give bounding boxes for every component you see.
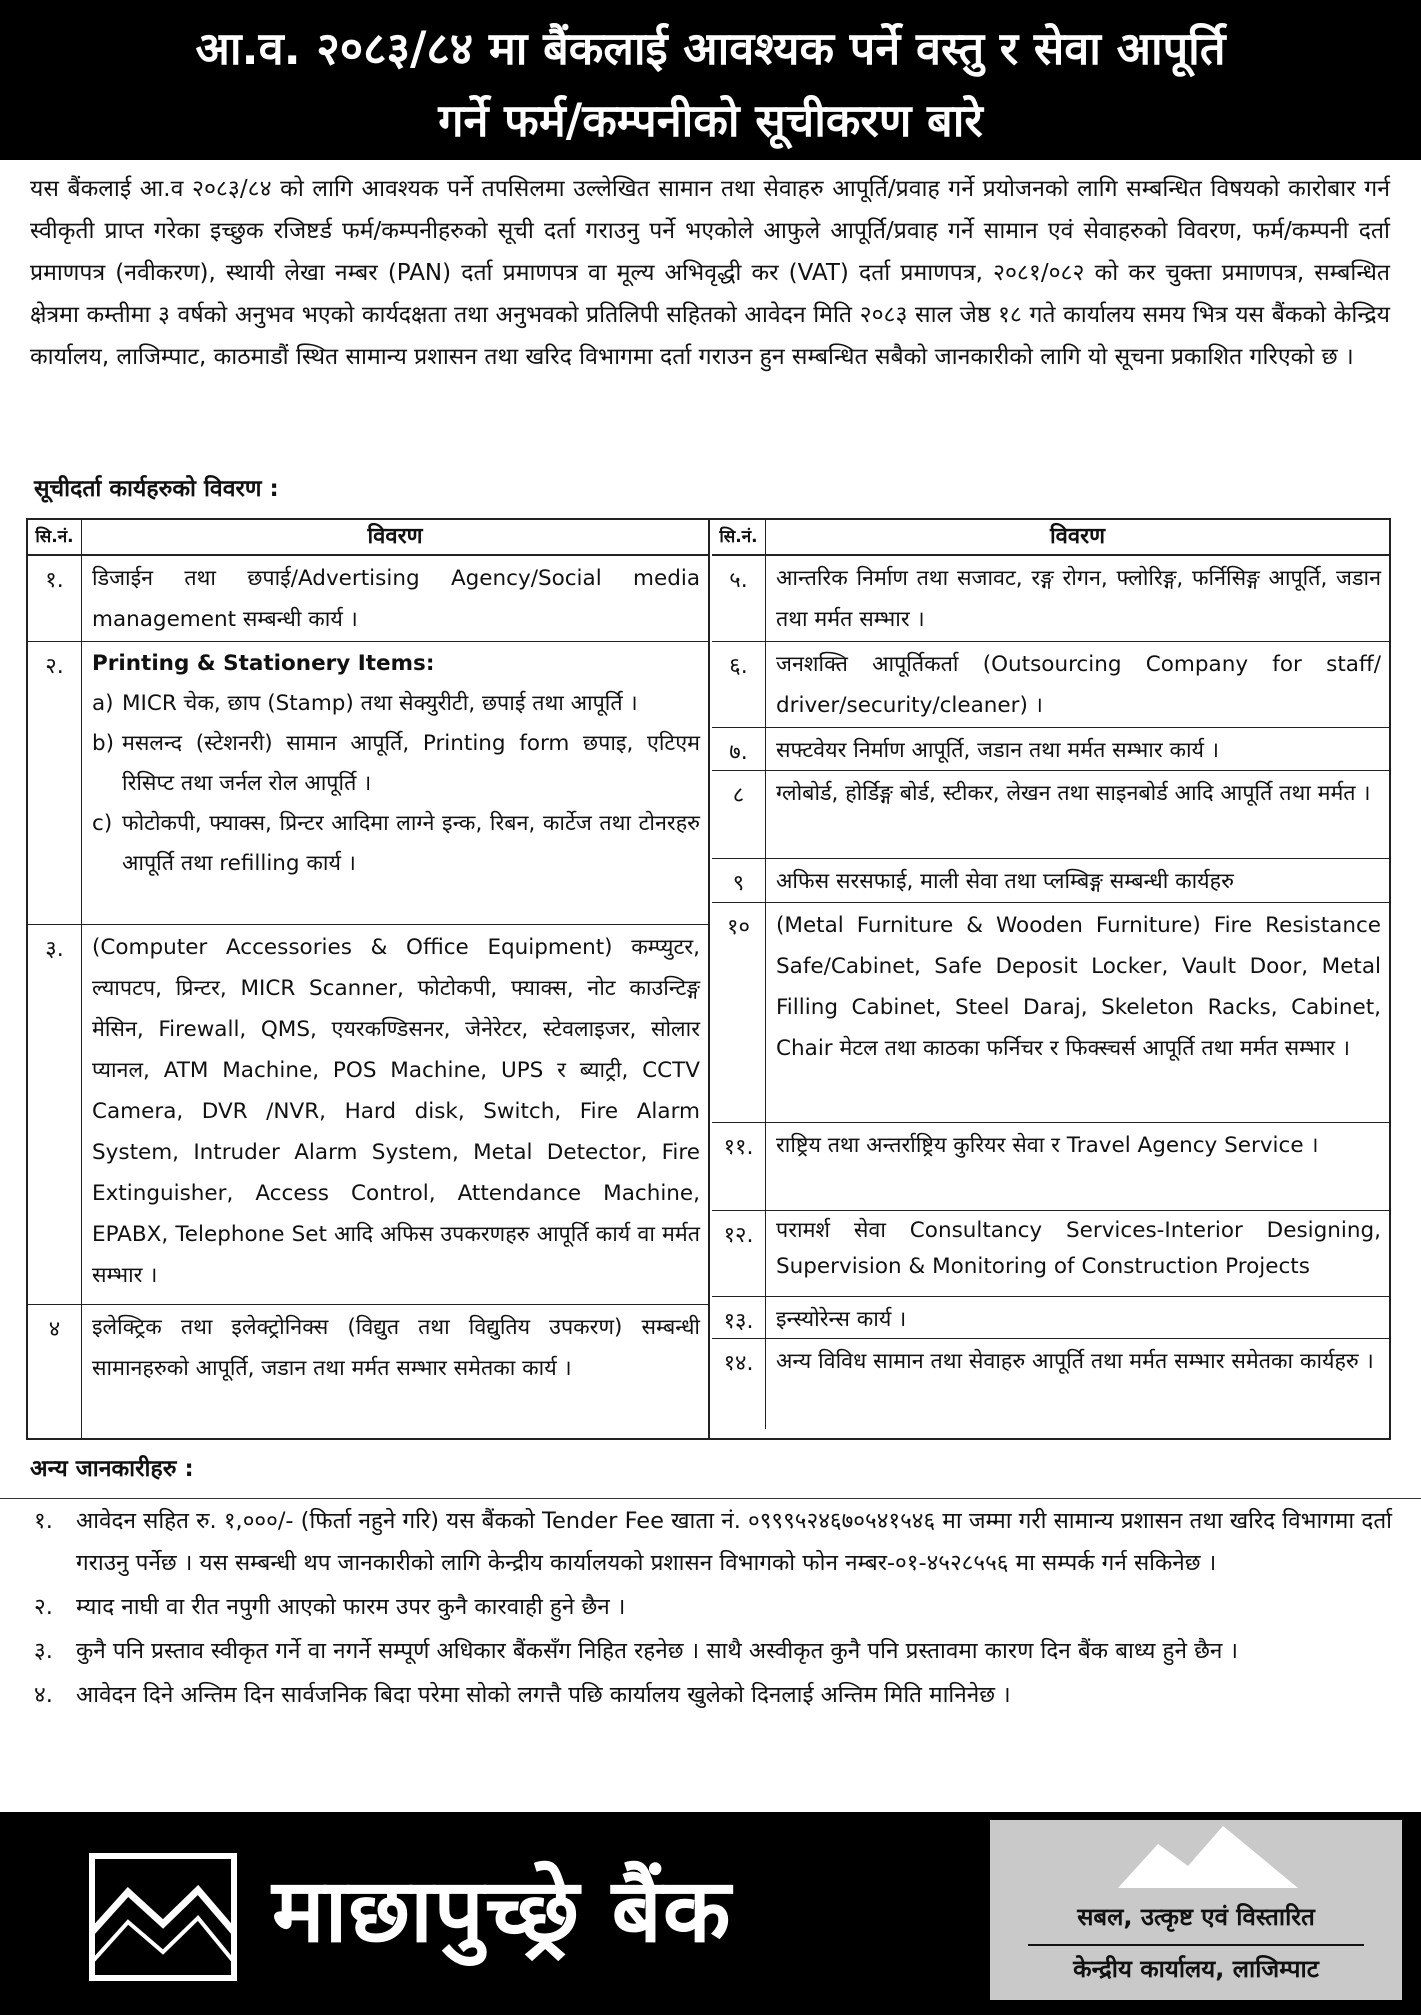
divider <box>1028 1944 1364 1946</box>
list-item <box>92 684 700 724</box>
row-sn: १० <box>712 903 766 1122</box>
divider <box>0 1498 1421 1499</box>
row-desc: अन्य विविध सामान तथा सेवाहरु आपूर्ति तथा मर्मत सम्भार समेतका कार्यहरु । <box>776 1349 1374 1374</box>
note-number: १. <box>34 1508 53 1534</box>
row-desc: परामर्श सेवा Consultancy Services-Interior Designing, Supervision & Monitoring of Construction Projects <box>776 1218 1381 1279</box>
services-column-right <box>712 520 1389 1438</box>
bank-footer <box>0 1812 1421 2015</box>
row-sn: ८ <box>712 771 766 858</box>
column-header-desc: विवरण <box>1049 524 1106 549</box>
table-row <box>712 642 1389 728</box>
bank-tagline: सबल, उत्कृष्ट एवं विस्तारित <box>1077 1903 1315 1931</box>
note-number: ३. <box>34 1638 53 1664</box>
row-desc: (Computer Accessories & Office Equipment) कम्प्युटर, ल्यापटप, प्रिन्टर, MICR Scanner, फोटोकपी, फ्याक्स, नोट काउन्टिङ्ग मेसिन, Firewall, QMS, एयरकण्डिसनर, जेनेरेटर, स्टेवलाइजर, सोलार प्यानल, ATM Machine, POS Machine, UPS र ब्याट्री, CCTV Camera, DVR /NVR, Hard disk, Switch, Fire Alarm System, Intruder Alarm System, Metal Detector, Fire Extinguisher, Access Control, Attendance Machine, EPABX, Telephone Set आदि अफिस उपकरणहरु आपूर्ति कार्य वा मर्मत सम्भार । <box>92 935 700 1288</box>
row-sn: ३. <box>28 925 82 1304</box>
list-heading: सूचीदर्ता कार्यहरुको विवरण : <box>34 476 279 502</box>
table-row <box>28 556 708 642</box>
row-desc: जनशक्ति आपूर्तिकर्ता (Outsourcing Company for staff/ driver/security/cleaner) । <box>776 652 1381 718</box>
table-row <box>712 903 1389 1123</box>
table-row <box>712 1297 1389 1339</box>
row-sn: ६. <box>712 642 766 727</box>
item-marker: a) <box>92 691 114 716</box>
row-desc: आन्तरिक निर्माण तथा सजावट, रङ्ग रोगन, फ्लोरिङ्ग, फर्निसिङ्ग आपूर्ति, जडान तथा मर्मत सम्भार । <box>776 566 1381 632</box>
column-header-desc: विवरण <box>367 524 423 549</box>
row-desc: राष्ट्रिय तथा अन्तर्राष्ट्रिय कुरियर सेवा र Travel Agency Service । <box>776 1133 1319 1158</box>
table-row <box>712 1339 1389 1429</box>
row-desc: अफिस सरसफाई, माली सेवा तथा प्लम्बिङ्ग सम्बन्धी कार्यहरु <box>776 869 1234 894</box>
table-row <box>712 728 1389 771</box>
row-desc: सफ्टवेयर निर्माण आपूर्ति, जडान तथा मर्मत सम्भार कार्य । <box>776 738 1220 763</box>
table-row <box>712 1211 1389 1297</box>
row-desc: इलेक्ट्रिक तथा इलेक्ट्रोनिक्स (विद्युत तथा विद्युतिय उपकरण) सम्बन्धी सामानहरुको आपूर्ति, जडान तथा मर्मत सम्भार समेतका कार्य । <box>92 1315 700 1381</box>
row-sn: ५. <box>712 556 766 641</box>
note-number: ४. <box>34 1682 53 1708</box>
other-info-heading: अन्य जानकारीहरु : <box>30 1456 194 1482</box>
notice-header <box>0 0 1421 160</box>
item-text: फोटोकपी, फ्याक्स, प्रिन्टर आदिमा लाग्ने इन्क, रिबन, कार्टेज तथा टोनरहरु आपूर्ति तथा refilling कार्य । <box>122 811 700 876</box>
row-sn: ११. <box>712 1123 766 1210</box>
item-marker: c) <box>92 811 113 836</box>
row-sn: १३. <box>712 1297 766 1338</box>
notes-list <box>30 1500 1392 1718</box>
note-text: म्याद नाघी वा रीत नपुगी आएको फारम उपर कुनै कारवाही हुने छैन । <box>76 1594 626 1620</box>
row-desc: ग्लोबोर्ड, होर्डिङ्ग बोर्ड, स्टीकर, लेखन तथा साइनबोर्ड आदि आपूर्ति तथा मर्मत । <box>776 781 1371 806</box>
row-sn: १. <box>28 556 82 641</box>
row-sn: ४ <box>28 1305 82 1438</box>
item-text: MICR चेक, छाप (Stamp) तथा सेक्युरीटी, छपाई तथा आपूर्ति । <box>122 691 638 716</box>
row-desc: इन्स्योरेन्स कार्य । <box>776 1307 907 1332</box>
table-row <box>712 556 1389 642</box>
note-text: आवेदन दिने अन्तिम दिन सार्वजनिक बिदा परेमा सोको लगत्तै पछि कार्यालय खुलेको दिनलाई अन्तिम मिति मानिनेछ । <box>76 1682 1011 1708</box>
mountain-logo-icon <box>88 1852 238 1982</box>
table-row <box>712 771 1389 859</box>
column-header-sn: सि.नं. <box>28 520 82 554</box>
table-row <box>712 1123 1389 1211</box>
list-item <box>30 1630 1392 1672</box>
column-header-sn: सि.नं. <box>712 520 766 554</box>
row-sn: १४. <box>712 1339 766 1429</box>
table-row <box>28 642 708 925</box>
row-sn: ९ <box>712 859 766 902</box>
notice-title-line-2: गर्ने फर्म/कम्पनीको सूचीकरण बारे <box>438 94 983 147</box>
table-row <box>28 925 708 1305</box>
list-item <box>30 1674 1392 1716</box>
note-text: कुनै पनि प्रस्ताव स्वीकृत गर्ने वा नगर्ने सम्पूर्ण अधिकार बैंकसँग निहित रहनेछ । साथै अस्वीकृत कुनै पनि प्रस्तावमा कारण दिन बैंक बाध्य हुने छैन । <box>76 1638 1239 1664</box>
note-number: २. <box>34 1594 53 1620</box>
table-header-left <box>28 520 708 556</box>
table-row <box>28 1305 708 1438</box>
list-item <box>92 804 700 884</box>
services-column-left <box>28 520 710 1438</box>
bank-name: माछापुच्छ्रे बैंक <box>272 1859 732 1962</box>
office-address: केन्द्रीय कार्यालय, लाजिम्पाट <box>1073 1955 1319 1983</box>
row-subheading: Printing & Stationery Items: <box>92 651 435 676</box>
mountain-peak-icon <box>1118 1826 1298 1888</box>
list-item <box>30 1500 1392 1584</box>
list-item <box>30 1586 1392 1628</box>
row-desc <box>82 642 708 924</box>
table-row <box>712 859 1389 903</box>
table-header-right <box>712 520 1389 556</box>
intro-paragraph: यस बैंकलाई आ.व २०८३/८४ को लागि आवश्यक पर्ने तपसिलमा उल्लेखित सामान तथा सेवाहरु आपूर्ति/प्रवाह गर्ने प्रयोजनको लागि सम्बन्धित विषयको कारोबार गर्न स्वीकृती प्राप्त गरेका इच्छुक रजिष्टर्ड फर्म/कम्पनीहरुको सूची दर्ता गराउनु पर्ने भएकोले आफुले आपूर्ति/प्रवाह गर्ने सामान एवं सेवाहरुको विवरण, फर्म/कम्पनी दर्ता प्रमाणपत्र (नवीकरण), स्थायी लेखा नम्बर (PAN) दर्ता प्रमाणपत्र वा मूल्य अभिवृद्धी कर (VAT) दर्ता प्रमाणपत्र, २०८१/०८२ को कर चुक्ता प्रमाणपत्र, सम्बन्धित क्षेत्रमा कम्तीमा ३ वर्षको अनुभव भएको कार्यदक्षता तथा अनुभवको प्रतिलिपी सहितको आवेदन मिति २०८३ साल जेष्ठ १८ गते कार्यालय समय भित्र यस बैंकको केन्द्रिय कार्यालय, लाजिम्पाट, काठमाडौं स्थित सामान्य प्रशासन तथा खरिद विभागमा दर्ता गराउन हुन सम्बन्धित सबैको जानकारीको लागि यो सूचना प्रकाशित गरिएको छ । <box>30 176 1390 370</box>
list-item <box>92 724 700 804</box>
row-sn: ७. <box>712 728 766 770</box>
notice-title-line-1: आ.व. २०८३/८४ मा बैंकलाई आवश्यक पर्ने वस्तु र सेवा आपूर्ति <box>195 22 1226 75</box>
row-desc: (Metal Furniture & Wooden Furniture) Fire Resistance Safe/Cabinet, Safe Deposit Locker, Vault Door, Metal Filling Cabinet, Steel Daraj, Skeleton Racks, Cabinet, Chair मेटल तथा काठका फर्निचर र फिक्स्चर्स आपूर्ति तथा मर्मत सम्भार । <box>776 913 1381 1061</box>
note-text: आवेदन सहित रु. १,०००/- (फिर्ता नहुने गरि) यस बैंकको Tender Fee खाता नं. ०९९९५२४६७०५४१५४६ मा जम्मा गरी सामान्य प्रशासन तथा खरिद विभागमा दर्ता गराउनु पर्नेछ । यस सम्बन्धी थप जानकारीको लागि केन्द्रीय कार्यालयको प्रशासन विभागको फोन नम्बर-०१-४५२८५५६ मा सम्पर्क गर्न सकिनेछ । <box>76 1508 1392 1576</box>
row-sn: १२. <box>712 1211 766 1296</box>
row-sn: २. <box>28 642 82 924</box>
tagline-panel <box>990 1820 1402 2000</box>
item-marker: b) <box>92 731 115 756</box>
services-table <box>26 518 1391 1440</box>
item-text: मसलन्द (स्टेशनरी) सामान आपूर्ति, Printing form छपाइ, एटिएम रिसिप्ट तथा जर्नल रोल आपूर्ति । <box>122 731 700 796</box>
row-desc: डिजाईन तथा छपाई/Advertising Agency/Social media management सम्बन्धी कार्य । <box>92 566 700 632</box>
